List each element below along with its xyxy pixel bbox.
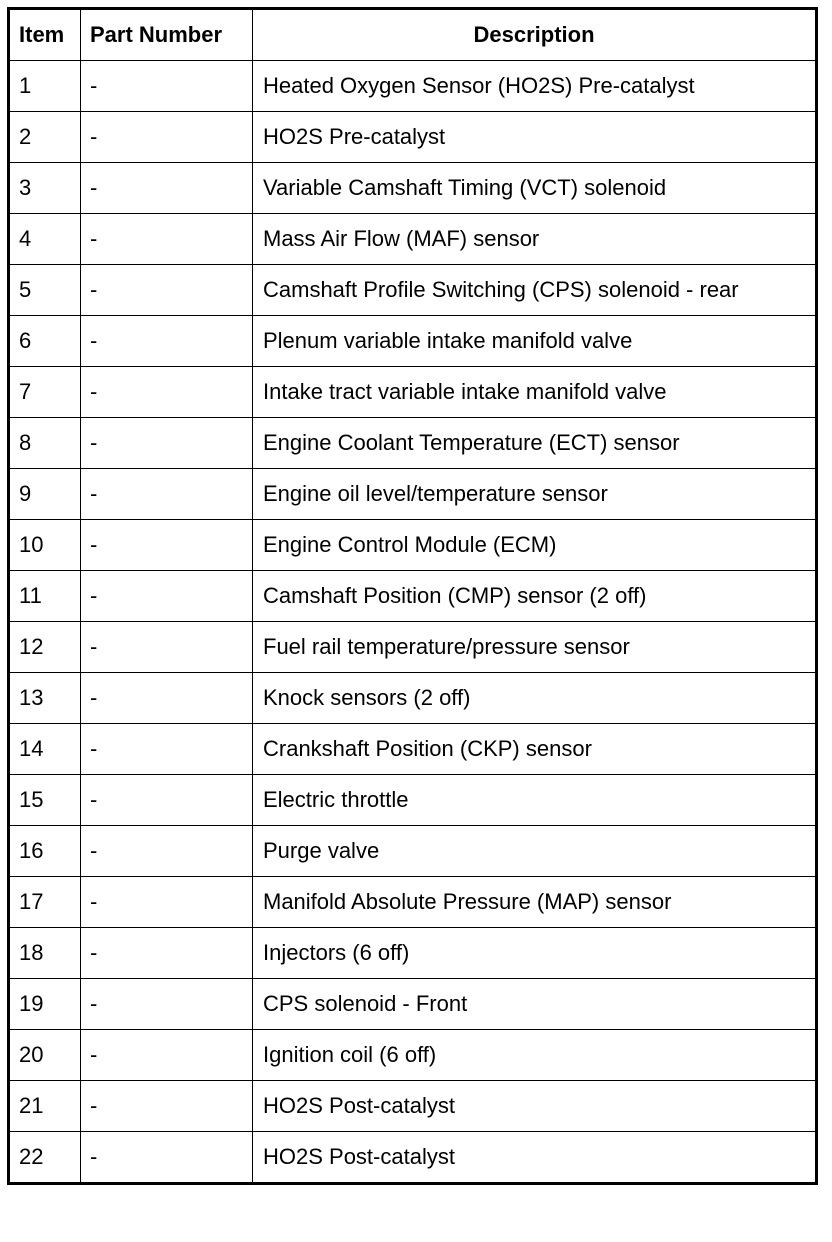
part-number-cell: -: [81, 61, 253, 112]
part-number-cell: -: [81, 1132, 253, 1184]
item-cell: 14: [9, 724, 81, 775]
table-row: [9, 418, 817, 469]
table-row: [9, 163, 817, 214]
part-number-cell: -: [81, 622, 253, 673]
table-row: [9, 979, 817, 1030]
description-cell: Heated Oxygen Sensor (HO2S) Pre-catalyst: [253, 61, 817, 112]
item-cell: 19: [9, 979, 81, 1030]
item-cell: 9: [9, 469, 81, 520]
item-cell: 1: [9, 61, 81, 112]
description-cell: Electric throttle: [253, 775, 817, 826]
part-number-cell: -: [81, 418, 253, 469]
table-row: [9, 265, 817, 316]
description-cell: Fuel rail temperature/pressure sensor: [253, 622, 817, 673]
part-number-cell: -: [81, 265, 253, 316]
table-row: [9, 61, 817, 112]
description-cell: Engine oil level/temperature sensor: [253, 469, 817, 520]
item-cell: 16: [9, 826, 81, 877]
table-row: [9, 877, 817, 928]
table-row: [9, 775, 817, 826]
header-part-number: Part Number: [81, 9, 253, 61]
table-row: [9, 520, 817, 571]
item-cell: 3: [9, 163, 81, 214]
part-number-cell: -: [81, 367, 253, 418]
item-cell: 21: [9, 1081, 81, 1132]
description-cell: Engine Coolant Temperature (ECT) sensor: [253, 418, 817, 469]
part-number-cell: -: [81, 163, 253, 214]
description-cell: Plenum variable intake manifold valve: [253, 316, 817, 367]
part-number-cell: -: [81, 214, 253, 265]
item-cell: 5: [9, 265, 81, 316]
item-cell: 10: [9, 520, 81, 571]
item-cell: 11: [9, 571, 81, 622]
part-number-cell: -: [81, 316, 253, 367]
part-number-cell: -: [81, 979, 253, 1030]
part-number-cell: -: [81, 877, 253, 928]
item-cell: 7: [9, 367, 81, 418]
part-number-cell: -: [81, 469, 253, 520]
parts-table: [7, 7, 818, 1185]
table-body: [9, 61, 817, 1184]
item-cell: 13: [9, 673, 81, 724]
table-row: [9, 673, 817, 724]
table-row: [9, 1030, 817, 1081]
description-cell: HO2S Pre-catalyst: [253, 112, 817, 163]
item-cell: 8: [9, 418, 81, 469]
description-cell: Ignition coil (6 off): [253, 1030, 817, 1081]
description-cell: Camshaft Position (CMP) sensor (2 off): [253, 571, 817, 622]
part-number-cell: -: [81, 1081, 253, 1132]
part-number-cell: -: [81, 826, 253, 877]
table-row: [9, 1132, 817, 1184]
item-cell: 18: [9, 928, 81, 979]
description-cell: Purge valve: [253, 826, 817, 877]
item-cell: 12: [9, 622, 81, 673]
table-row: [9, 724, 817, 775]
header-item: Item: [9, 9, 81, 61]
description-cell: Mass Air Flow (MAF) sensor: [253, 214, 817, 265]
description-cell: Injectors (6 off): [253, 928, 817, 979]
description-cell: HO2S Post-catalyst: [253, 1081, 817, 1132]
description-cell: Manifold Absolute Pressure (MAP) sensor: [253, 877, 817, 928]
part-number-cell: -: [81, 112, 253, 163]
table-row: [9, 622, 817, 673]
description-cell: Intake tract variable intake manifold valve: [253, 367, 817, 418]
item-cell: 15: [9, 775, 81, 826]
part-number-cell: -: [81, 775, 253, 826]
description-cell: Engine Control Module (ECM): [253, 520, 817, 571]
table-row: [9, 826, 817, 877]
part-number-cell: -: [81, 520, 253, 571]
part-number-cell: -: [81, 673, 253, 724]
description-cell: Variable Camshaft Timing (VCT) solenoid: [253, 163, 817, 214]
table-row: [9, 928, 817, 979]
item-cell: 20: [9, 1030, 81, 1081]
table-row: [9, 316, 817, 367]
item-cell: 4: [9, 214, 81, 265]
description-cell: CPS solenoid - Front: [253, 979, 817, 1030]
item-cell: 2: [9, 112, 81, 163]
part-number-cell: -: [81, 724, 253, 775]
item-cell: 6: [9, 316, 81, 367]
part-number-cell: -: [81, 1030, 253, 1081]
table-row: [9, 112, 817, 163]
table-row: [9, 469, 817, 520]
table-row: [9, 1081, 817, 1132]
header-description: Description: [253, 9, 817, 61]
table-header-row: [9, 9, 817, 61]
description-cell: HO2S Post-catalyst: [253, 1132, 817, 1184]
part-number-cell: -: [81, 571, 253, 622]
description-cell: Crankshaft Position (CKP) sensor: [253, 724, 817, 775]
table-row: [9, 214, 817, 265]
table-row: [9, 571, 817, 622]
table-row: [9, 367, 817, 418]
description-cell: Camshaft Profile Switching (CPS) solenoid - rear: [253, 265, 817, 316]
description-cell: Knock sensors (2 off): [253, 673, 817, 724]
item-cell: 17: [9, 877, 81, 928]
item-cell: 22: [9, 1132, 81, 1184]
part-number-cell: -: [81, 928, 253, 979]
